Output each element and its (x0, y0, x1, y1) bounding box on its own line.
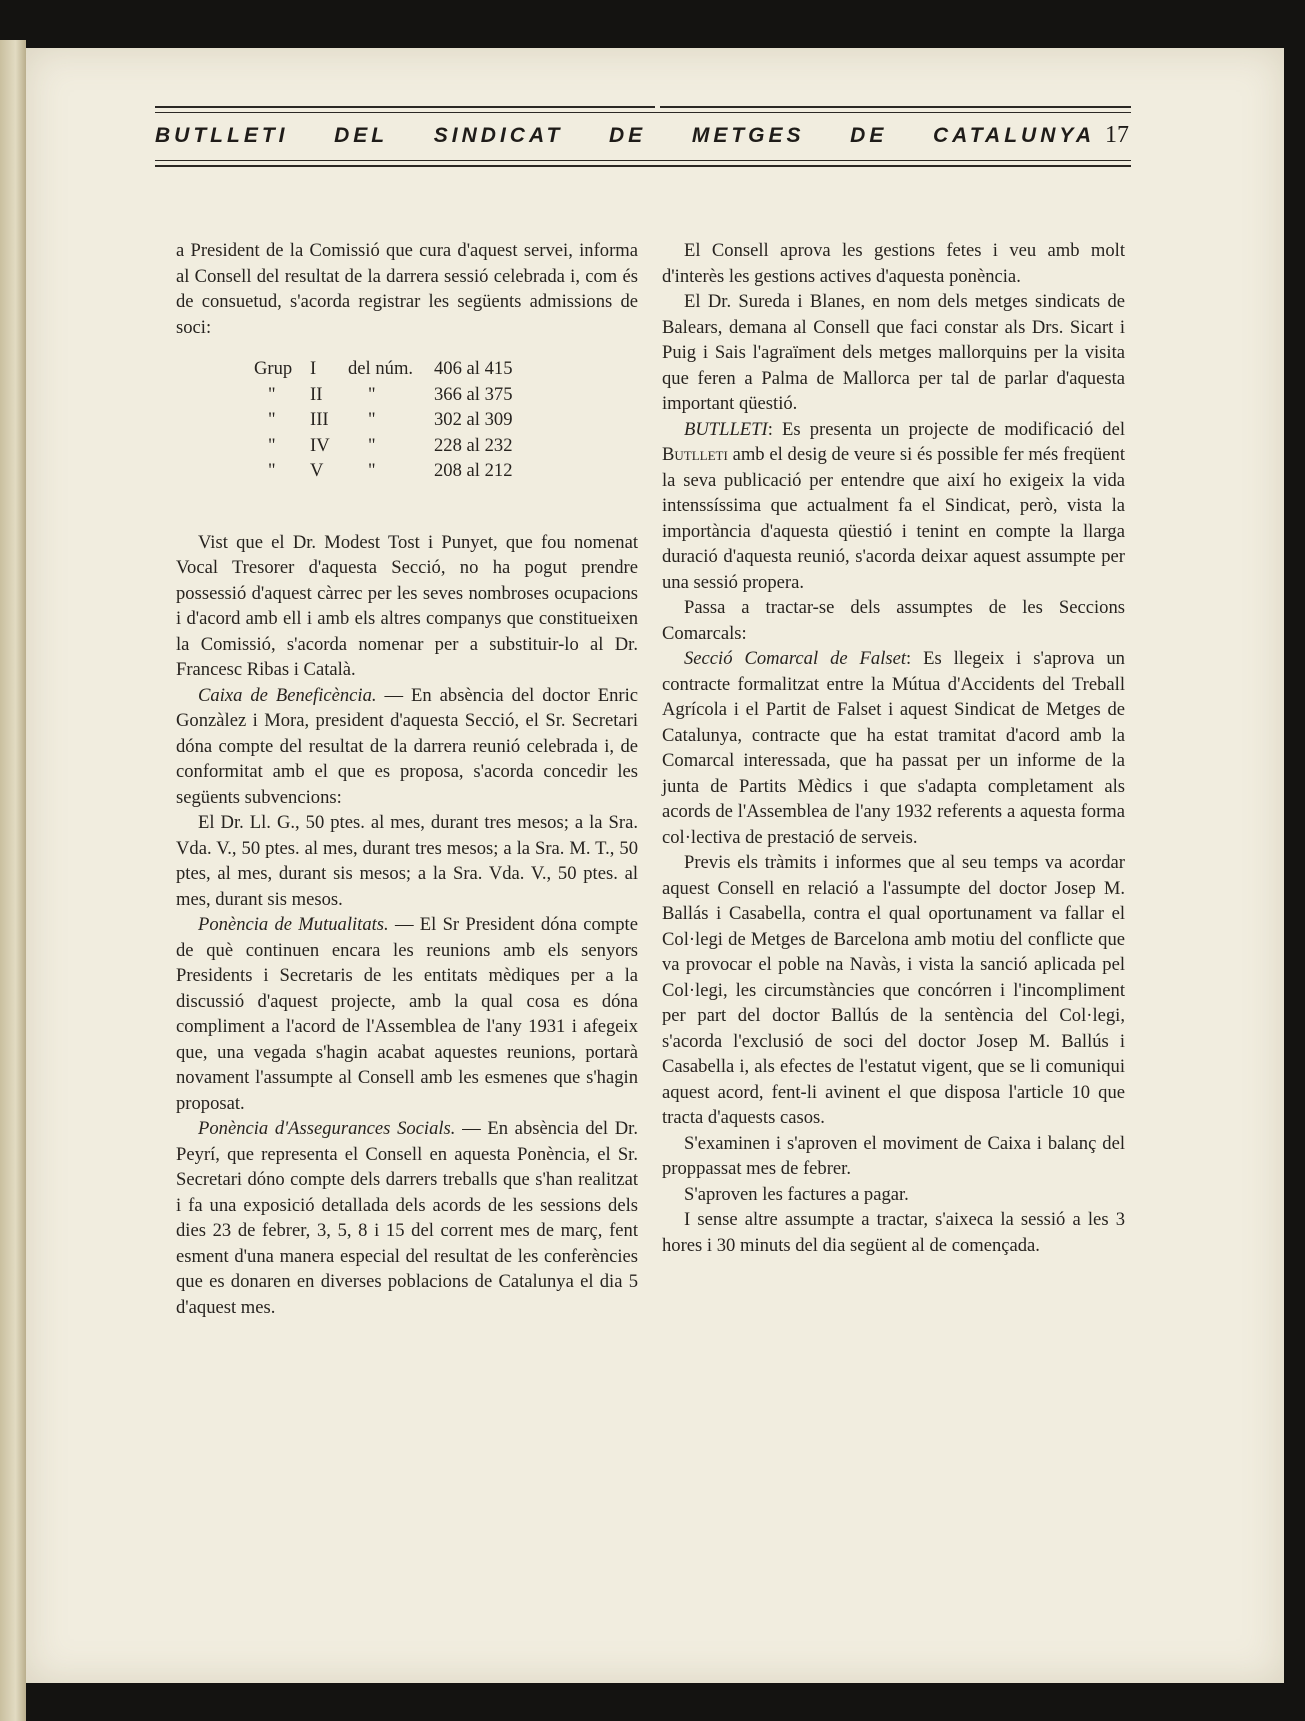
section-title: BUTLLETI (684, 418, 768, 440)
grup-number: V (310, 460, 324, 481)
grup-label: " (268, 434, 276, 456)
grup-num-label: " (368, 434, 376, 456)
paragraph: S'aproven les factures a pagar. (684, 1183, 909, 1205)
paragraph: a President de la Comissió que cura d'aquest servei, informa al Consell del resultat de la darrera sessió celebrada i, com és de consuetud, s'acorda registrar les següents admissions de soci: (176, 240, 638, 338)
facing-page-edge (0, 40, 26, 1721)
header-rule-bottom (155, 160, 1131, 161)
paragraph: El Dr. Ll. G., 50 ptes. al mes, durant tres mesos; a la Sra. Vda. V., 50 ptes. al mes, durant tres mesos; a la Sra. M. T., 50 ptes, al mes, durant sis mesos; a la Sra. Vda. V., 50 ptes. al mes, durant sis mesos. (176, 812, 638, 910)
grup-label: Grup (254, 358, 293, 379)
paragraph (176, 912, 638, 1116)
paragraph: El Consell aprova les gestions fetes i veu amb molt d'interès les gestions actives d'aquesta ponència. (662, 240, 1125, 287)
paragraph-text: : Es presenta un projecte de modificació del (767, 418, 1125, 440)
grup-num-label: " (368, 383, 376, 405)
admissions-list (254, 356, 554, 484)
header-rule-top-right (660, 106, 1131, 108)
grup-number: I (310, 358, 317, 379)
paragraph: Passa a tractar-se dels assumptes de les Seccions Comarcals: (662, 597, 1125, 644)
paragraph (176, 683, 638, 811)
header-rule-top-2 (155, 112, 1131, 113)
header-word: METGES (691, 124, 805, 147)
header-rule-top (155, 106, 655, 108)
admission-row (254, 407, 554, 433)
paragraph-text: amb el desig de veure si és possible fer més freqüent la seva publicació per entendre que així ho exigeix la vida intenssíssima que actualment fa el Sindicat, però, vista la importància d'aquesta qüestió i tenint en compte la llarga duració d'aquesta reunió, s'acorda deixar aquest assumpte per una sessió propera. (662, 444, 1125, 593)
grup-num-label: " (368, 460, 376, 481)
paragraph-text: — En absència del doctor Enric Gonzàlez i Mora, president d'aquesta Secció, el Sr. Secretari dóna compte del resultat de la darrera reunió celebrada i, de conformitat amb el que es proposa, s'acorda concedir les següents subvencions: (176, 684, 638, 808)
grup-label: " (268, 409, 276, 430)
paragraph: El Dr. Sureda i Blanes, en nom dels metges sindicats de Balears, demana al Consell que faci constar als Drs. Sicart i Puig i Sais l'agraïment dels metges mallorquins per la visita que feren a Palma de Mallorca per tal de parlar d'aquesta important qüestió. (662, 291, 1125, 414)
paragraph (662, 417, 1125, 596)
grup-label: " (268, 383, 276, 405)
paragraph: Previs els tràmits i informes que al seu temps va acordar aquest Consell en relació a l'assumpte del doctor Josep M. Ballás i Casabella, contra el qual oportunament va fallar el Col·legi de Metges de Barcelona amb motiu del conflicte que va provocar el poble na Navàs, i vista la sanció aplicada pel Col·legi, les circumstàncies que concórren i l'incompliment per part del doctor Ballús de la sentència del Col·legi, s'acorda l'exclusió de soci del doctor Josep M. Ballús i Casabella i, als efectes de l'estatut vigent, que se li comuniqui aquest acord, fent-li avinent el que disposa l'article 10 que tracta d'aquests casos. (662, 852, 1125, 1128)
paragraph (662, 646, 1125, 850)
paragraph-text: — En absència del Dr. Peyrí, que representa el Consell en aquesta Ponència, el Sr. Secretari dóno compte dels darrers treballs que s'han realitzat i fa una exposició detallada dels acords de les sessions dels dies 23 de febrer, 3, 5, 8 i 15 del corrent mes de març, fent esment d'una manera especial del resultat de les conferències que es donaren en diverses poblacions de Catalunya el dia 5 d'aquest mes. (176, 1118, 638, 1318)
paragraph (176, 1116, 638, 1320)
admission-row (254, 356, 554, 382)
grup-label: " (268, 460, 276, 481)
header-word: SINDICAT (433, 124, 564, 147)
section-title: Ponència de Mutualitats. (198, 914, 389, 935)
header-word: DEL (334, 124, 389, 147)
page-number: 17 (1105, 122, 1129, 148)
header-rule-bottom-2 (155, 165, 1131, 167)
grup-number: IV (310, 434, 330, 456)
running-header (155, 104, 1131, 174)
journal-title (155, 124, 1095, 148)
grup-range: 208 al 212 (434, 460, 513, 481)
section-title: Caixa de Beneficència. (198, 684, 377, 706)
journal-name: Butlleti (662, 444, 728, 465)
paragraph: Vist que el Dr. Modest Tost i Punyet, que fou nomenat Vocal Tresorer d'aquesta Secció, no ha pogut prendre possessió d'aquest càrrec per les seves nombroses ocupacions i d'acord amb ell i amb els altres companys que constitueixen la Comissió, s'acorda nomenar per a substituir-lo al Dr. Francesc Ribas i Català. (176, 531, 638, 680)
admission-row (254, 458, 554, 484)
header-word: CATALUNYA (933, 124, 1095, 147)
left-column (176, 238, 638, 1320)
grup-num-label: " (368, 409, 376, 430)
right-column (662, 238, 1125, 1258)
grup-range: 302 al 309 (434, 409, 513, 430)
section-title: Ponència d'Assegurances Socials. (198, 1118, 456, 1139)
admission-row (254, 433, 554, 459)
paragraph: I sense altre assumpte a tractar, s'aixeca la sessió a les 3 hores i 30 minuts del dia següent al de començada. (662, 1209, 1125, 1256)
paragraph: S'examinen i s'aproven el moviment de Caixa i balanç del proppassat mes de febrer. (662, 1132, 1125, 1179)
grup-num-label: del núm. (348, 358, 414, 379)
grup-range: 366 al 375 (434, 383, 513, 405)
grup-number: III (310, 409, 329, 430)
paragraph-text: — El Sr President dóna compte de què continuen encara les reunions amb els senyors Presidents i Secretaris de les entitats mèdiques per a la discussió d'aquest projecte, amb la qual cosa es dóna compliment a l'acord de l'Assemblea de l'any 1931 i afegeix que, una vegada s'hagin acabat aquestes reunions, portarà novament l'assumpte al Consell amb les esmenes que s'hagin proposat. (176, 914, 638, 1114)
paragraph-text: : Es llegeix i s'aprova un contracte formalitzat entre la Mútua d'Accidents del Treball Agrícola i el Partit de Falset i aquest Sindicat de Metges de Catalunya, contracte que ha estat tramitat d'acord amb la Comarcal interessada, que ha passat per un informe de la junta de Partits Mèdics i que s'adapta completament als acords de l'Assemblea de l'any 1932 referents a aquesta forma col·lectiva de prestació de serveis. (662, 648, 1125, 848)
header-word: BUTLLETI (155, 124, 289, 147)
grup-range: 228 al 232 (434, 434, 513, 456)
grup-range: 406 al 415 (434, 358, 513, 379)
section-title: Secció Comarcal de Falset (684, 648, 907, 669)
header-word: DE (850, 124, 888, 147)
grup-number: II (310, 383, 323, 405)
header-word: DE (609, 124, 647, 147)
admission-row (254, 382, 554, 408)
